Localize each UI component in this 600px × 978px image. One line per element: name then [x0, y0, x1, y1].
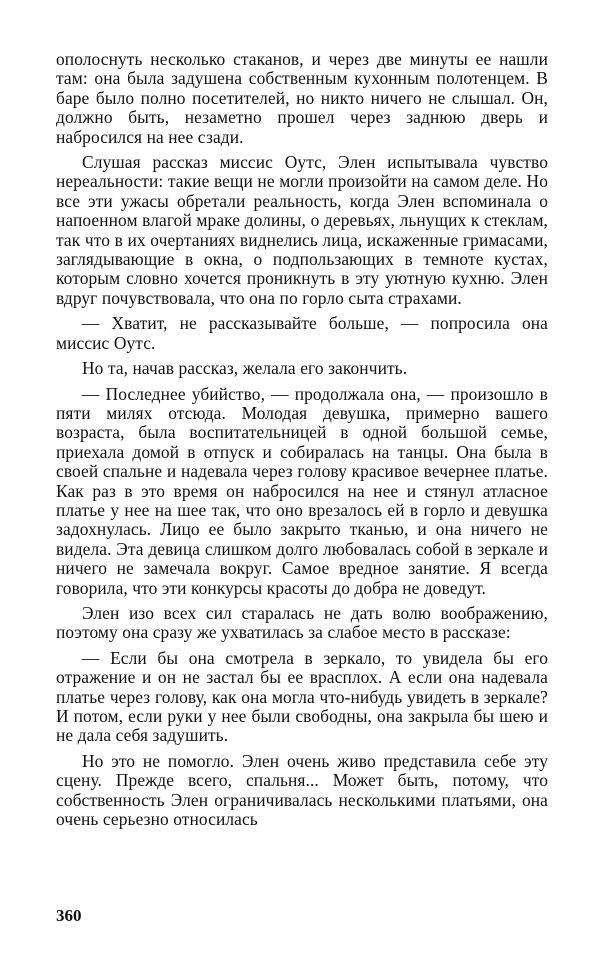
- paragraph-2: Слушая рассказ миссис Оутс, Элен испытывала чувство нереальности: такие вещи не могли произойти на самом деле. Но все эти ужасы обретали реальность, когда Элен вспоминала о напоенном влагой мраке долины, о деревьях, льнущих к стеклам, так что в их очертаниях виднелись лица, искаженные гримасами, заглядывающие в окна, о подпользающих в темноте кустах, которым словно хочется проникнуть в эту уютную кухню. Элен вдруг почувствовала, что она по горло сыта страхами.: [56, 152, 548, 308]
- paragraph-8: Но это не помогло. Элен очень живо представила себе эту сцену. Прежде всего, спальня... Может быть, потому, что собственность Элен ограничивалась несколькими платьями, она очень серьезно относилась: [56, 750, 548, 830]
- paragraph-4: Но та, начав рассказ, желала его закончить.: [82, 358, 408, 379]
- page-number: 360: [56, 906, 82, 925]
- paragraph-3: — Хватит, не рассказывайте больше, — попросила она миссис Оутс.: [56, 313, 548, 353]
- paragraph-6: Элен изо всех сил старалась не дать волю воображению, поэтому она сразу же ухватилась за слабое место в рассказе:: [56, 602, 548, 643]
- paragraph-1: ополоснуть несколько стаканов, и через две минуты ее нашли там: она была задушена собственным кухонным полотенцем. В баре было полно посетителей, но никто ничего не слышал. Он, должно быть, незаметно прошел через заднюю дверь и набросился на нее сзади.: [56, 49, 548, 147]
- page-text: [56, 50, 548, 829]
- paragraph-5: — Последнее убийство, — продолжала она, — произошло в пяти милях отсюда. Молодая девушка, примерно вашего возраста, была воспитательницей в одной большой семье, приехала домой в отпуск и собиралась на танцы. Она была в своей спальне и надевала через голову красивое вечернее платье. Как раз в это время он набросился на нее и стянул атласное платье у нее на шее так, что оно врезалось ей в горло и девушка задохнулась. Лицо ее было закрыто тканью, и она ничего не видела. Эта девица слишком долго любовалась собой в зеркале и ничего не замечала вокруг. Самое вредное занятие. Я всегда говорила, что эти конкурсы красоты до добра не доведут.: [56, 383, 548, 598]
- paragraph-7: — Если бы она смотрела в зеркало, то увидела бы его отражение и он не застал бы ее врасплох. А если она надевала платье через голову, как она могла что-нибудь увидеть в зеркале? И потом, если руки у нее были свободны, она закрыла бы шею и не дала себя задушить.: [56, 647, 548, 746]
